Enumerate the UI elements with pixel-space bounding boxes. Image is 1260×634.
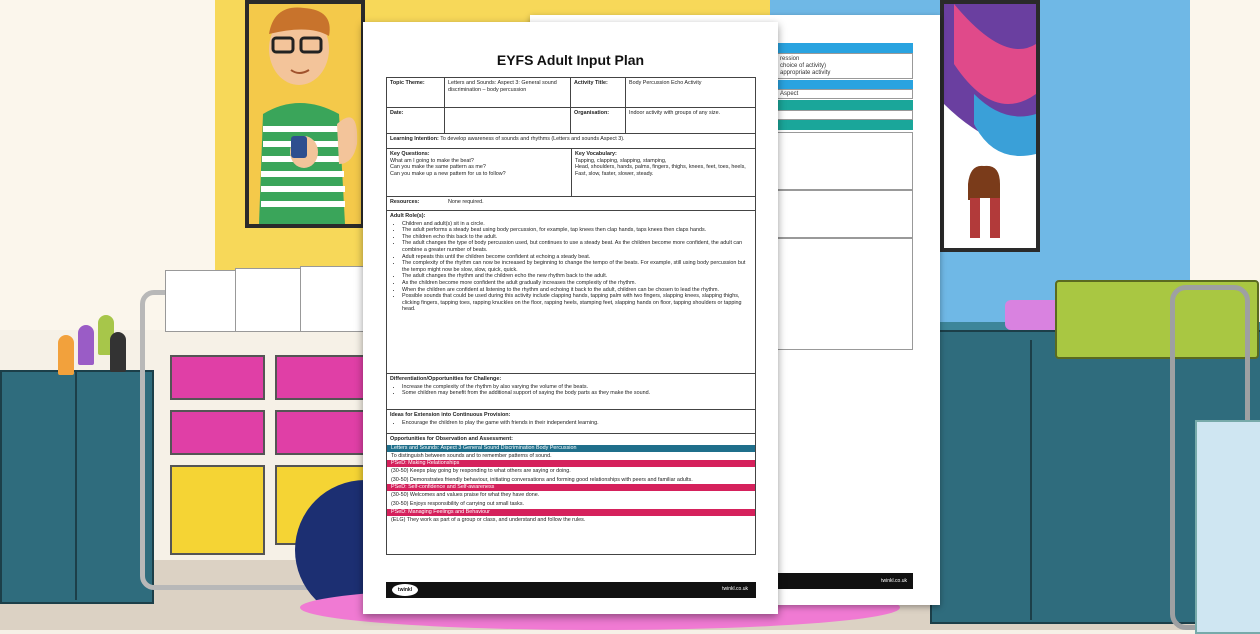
back-sheet-box-2	[775, 89, 913, 99]
document-title: EYFS Adult Input Plan	[496, 52, 645, 68]
differentiation-item: • Increase the complexity of the rhythm by also varying the volume of the beats.	[402, 384, 752, 391]
key-vocabulary-line: Tapping, clapping, slapping, stamping,	[575, 157, 667, 164]
adult-role-item: • The adult performs a steady beat using body percussion, for example, tap knees then clap hands, taps knees then claps hands.	[402, 227, 752, 234]
eyfs-plan-document	[363, 22, 778, 614]
adult-role-item: • Adult repeats this until the children become confident at echoing a steady beat.	[402, 254, 752, 261]
extension-item: • Encourage the children to play the game with friends in their independent learning.	[402, 420, 752, 427]
observation-label: Opportunities for Observation and Assessment:	[390, 436, 513, 442]
obs-feelings-line: (ELG) They work as part of a group or class, and understand and follow the rules.	[391, 516, 586, 523]
back-sheet-line-4: Aspect	[780, 91, 799, 97]
differentiation-item: • Some children may benefit from the additional support of saying the body parts as they make the sound.	[402, 390, 752, 397]
resources-label: Resources:	[390, 199, 420, 205]
cabinet-left-divider	[75, 372, 77, 600]
activity-title-label: Activity Title:	[571, 78, 626, 107]
differentiation-label: Differentiation/Opportunities for Challenge:	[390, 376, 502, 382]
key-questions-cell	[387, 149, 571, 196]
date-value	[445, 108, 571, 133]
differentiation-list	[390, 384, 752, 397]
adult-role-item: • The adult changes the rhythm and the children echo the new rhythm back to the adult.	[402, 273, 752, 280]
obs-confidence-line: (30-50) Welcomes and values praise for what they have done.	[391, 492, 540, 499]
obs-feelings-bar: PSeD: Managing Feelings and Behaviour	[387, 509, 755, 516]
row-extension	[387, 410, 755, 434]
row-resources	[387, 197, 755, 211]
back-sheet-teal-bar-2	[775, 120, 913, 130]
obs-confidence-bar: PSeD: Self-confidence and Self-awareness	[387, 484, 755, 491]
tray-pink-3	[170, 410, 265, 455]
back-sheet-box-6	[775, 238, 913, 350]
footer-url: twinkl.co.uk	[722, 586, 748, 592]
back-sheet-blue-bar	[775, 43, 913, 53]
row-observation	[387, 434, 755, 554]
obs-relationships-line: (30-50) Keeps play going by responding to what others are saying or doing.	[391, 468, 571, 475]
tray-yellow-1	[170, 465, 265, 555]
paper-stack-2	[235, 268, 305, 332]
organisation-label: Organisation:	[571, 108, 626, 133]
obs-relationships-bar: PSeD: Making Relationships	[387, 460, 755, 467]
back-sheet-line-2: choice of activity)	[780, 63, 827, 69]
row-learning-intention	[387, 134, 755, 149]
obs-letters-line: To distinguish between sounds and to remember patterns of sound.	[391, 452, 552, 459]
key-vocabulary-line: Head, shoulders, hands, palms, fingers, thighs, knees, feet, toes, heels,	[575, 164, 746, 171]
key-question: What am I going to make the beat?	[390, 157, 474, 164]
adult-role-list	[390, 221, 752, 313]
date-label: Date:	[387, 108, 445, 133]
row-topic-activity	[387, 78, 755, 108]
tray-pink-4	[275, 410, 365, 455]
organisation-value: Indoor activity with groups of any size.	[629, 110, 721, 116]
key-vocabulary-line: Fast, slow, faster, slower, steady.	[575, 170, 654, 177]
background-wall-right	[1190, 0, 1260, 300]
back-sheet-box-3	[775, 110, 913, 120]
obs-letters-bar: Letters and Sounds: Aspect 3 General Sound Discrimination Body Percussion	[387, 445, 755, 452]
twinkl-logo: twinkl	[392, 584, 418, 596]
document-footer	[386, 582, 756, 598]
adult-role-item: • The adult changes the type of body percussion used, but continues to use a steady beat. As the children become more confident, the adult can combine a greater number of beats.	[402, 240, 752, 253]
key-vocabulary-label: Key Vocabulary:	[575, 151, 617, 157]
tray-pink-2	[275, 355, 365, 400]
marker-black	[110, 332, 126, 372]
back-sheet-footer	[775, 573, 913, 589]
activity-title-value: Body Percussion Echo Activity	[629, 80, 702, 86]
obs-confidence-line: (30-50) Enjoys responsibility of carrying out small tasks.	[391, 500, 525, 507]
row-questions-vocabulary	[387, 149, 755, 197]
tray-pink-1	[170, 355, 265, 400]
plan-table	[386, 77, 756, 555]
paper-stack-1	[165, 270, 237, 332]
back-sheet-box-4	[775, 132, 913, 190]
extension-list	[390, 420, 752, 427]
back-sheet-box-1	[775, 53, 913, 79]
marker-purple	[78, 325, 94, 365]
classroom-poster-girl	[940, 0, 1040, 252]
back-sheet-footer-url: twinkl.co.uk	[881, 578, 907, 584]
adult-role-item: • Possible sounds that could be used during this activity include clapping hands, tapping palm with two fingers, slapping knees, slapping thighs, clicking fingers, tapping toes, rapping knuckles on the floor, rapping heels, stamping feet, slapping hands on floor, tapping shoulders or tapping head.	[402, 293, 752, 313]
extension-label: Ideas for Extension into Continuous Provision:	[390, 412, 511, 418]
marker-orange	[58, 335, 74, 375]
side-cabinet	[1195, 420, 1260, 634]
learning-intention-label: Learning Intention:	[390, 136, 439, 142]
adult-role-item: • The complexity of the rhythm can now be increased by beginning to change the tempo of the beats. For example, still using body percussion but the tempo might now be slow, slow, quick, quick.	[402, 260, 752, 273]
obs-relationships-line: (30-50) Demonstrates friendly behaviour, initiating conversations and forming good relationships with peers and familiar adults.	[391, 476, 693, 483]
back-sheet-line-3: appropriate activity	[780, 70, 831, 76]
cabinet-right-divider	[1030, 340, 1032, 620]
back-sheet-box-5	[775, 190, 913, 238]
key-question: Can you make up a new pattern for us to follow?	[390, 170, 506, 177]
row-differentiation	[387, 374, 755, 410]
paper-stack-3	[300, 266, 364, 332]
learning-intention-value: To develop awareness of sounds and rhythms (Letters and sounds Aspect 3).	[440, 136, 625, 142]
topic-theme-label: Topic Theme:	[387, 78, 445, 107]
adult-role-item: • When the children are confident at listening to the rhythm and echoing it back to the adult, children can be chosen to lead the rhythm.	[402, 287, 752, 294]
row-adult-role	[387, 211, 755, 374]
cabinet-left	[0, 370, 154, 604]
adult-role-label: Adult Role(s):	[390, 213, 426, 219]
resources-value: None required.	[448, 199, 484, 205]
back-sheet-teal-bar-1	[775, 100, 913, 110]
adult-role-item: • Children and adult(s) sit in a circle.	[402, 221, 752, 228]
adult-role-item: • As the children become more confident the adult gradually increases the complexity of the rhythm.	[402, 280, 752, 287]
key-question: Can you make the same pattern as me?	[390, 164, 486, 171]
back-sheet-line-1: ression	[780, 56, 800, 62]
key-vocabulary-cell	[571, 149, 755, 196]
key-questions-label: Key Questions:	[390, 151, 430, 157]
classroom-poster-boy	[245, 0, 365, 228]
topic-theme-value: Letters and Sounds: Aspect 3: General sound discrimination – body percussion	[445, 78, 571, 107]
adult-role-item: • The children echo this back to the adult.	[402, 234, 752, 241]
row-date-organisation	[387, 108, 755, 134]
